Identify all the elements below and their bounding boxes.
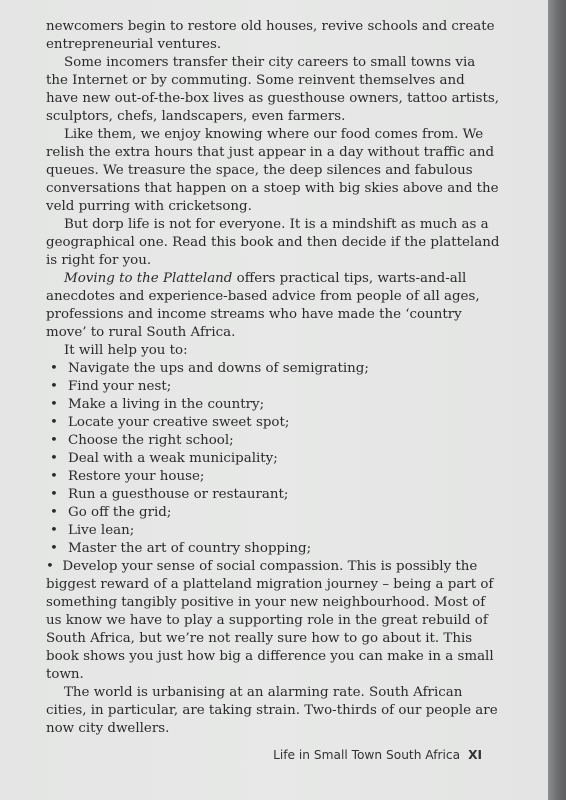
- bullet-icon: •: [50, 415, 58, 430]
- book-description-text: offers practical tips, warts-and-all anecdotes and experience-based advice from people of all ages, professions and income streams who have made the ‘country move’ to rural South Africa.: [46, 271, 480, 340]
- list-item-text: Deal with a weak municipality;: [68, 451, 278, 466]
- list-item-text: Locate your creative sweet spot;: [68, 415, 290, 430]
- bullet-icon: •: [50, 541, 58, 556]
- page-number: XI: [468, 748, 482, 762]
- list-item: [46, 360, 500, 378]
- bullet-icon: •: [46, 559, 54, 574]
- list-lead-in: It will help you to:: [64, 343, 188, 358]
- bullet-icon: •: [50, 451, 58, 466]
- paragraph-urbanising: The world is urbanising at an alarming rate. South African cities, in particular, are taking strain. Two-thirds of our people are now city dwellers.: [46, 685, 498, 736]
- book-title-italic: Moving to the Platteland: [64, 271, 233, 286]
- paragraph-book-description: [46, 270, 500, 342]
- bullet-icon: •: [50, 487, 58, 502]
- list-item-text: Develop your sense of social compassion. This is possibly the biggest reward of a platteland migration journey – being a part of something tangibly positive in your new neighbourhood. Most of us know we have to play a supporting role in the great rebuild of South Africa, but we’re not really sure how to go about it. This book shows you just how big a difference you can make in a small town.: [46, 559, 494, 682]
- list-item: [46, 486, 500, 504]
- list-item: [46, 396, 500, 414]
- list-item: [46, 450, 500, 468]
- bullet-icon: •: [50, 379, 58, 394]
- list-item: [46, 414, 500, 432]
- bullet-icon: •: [50, 361, 58, 376]
- list-item-text: Choose the right school;: [68, 433, 234, 448]
- list-item-text: Find your nest;: [68, 379, 172, 394]
- list-item-text: Master the art of country shopping;: [68, 541, 312, 556]
- paragraph-continued: newcomers begin to restore old houses, revive schools and create entrepreneurial ventures.: [46, 19, 495, 52]
- running-footer: [273, 748, 482, 762]
- book-page-edge: [548, 0, 566, 800]
- list-item: [46, 468, 500, 486]
- body-text: [46, 18, 500, 738]
- bullet-icon: •: [50, 523, 58, 538]
- list-item-social-compassion: [46, 558, 500, 684]
- list-item-text: Live lean;: [68, 523, 135, 538]
- paragraph-incomers: Some incomers transfer their city careers to small towns via the Internet or by commuting. Some reinvent themselves and have new out-of-the-box lives as guesthouse owners, tattoo artists, sculptors, chefs, landscapers, even farmers.: [46, 55, 499, 124]
- running-title: Life in Small Town South Africa: [273, 748, 461, 762]
- list-item: [46, 504, 500, 522]
- paragraph-dorp-life: But dorp life is not for everyone. It is a mindshift as much as a geographical one. Read this book and then decide if the platteland is right for you.: [46, 217, 500, 268]
- list-item: [46, 540, 500, 558]
- paragraph-like-them: Like them, we enjoy knowing where our food comes from. We relish the extra hours that just appear in a day without traffic and queues. We treasure the space, the deep silences and fabulous conversations that happen on a stoep with big skies above and the veld purring with cricketsong.: [46, 127, 499, 214]
- list-item-text: Navigate the ups and downs of semigrating;: [68, 361, 369, 376]
- list-item-text: Run a guesthouse or restaurant;: [68, 487, 289, 502]
- bullet-icon: •: [50, 505, 58, 520]
- bullet-icon: •: [50, 433, 58, 448]
- bullet-icon: •: [50, 469, 58, 484]
- list-item-text: Make a living in the country;: [68, 397, 265, 412]
- bullet-icon: •: [50, 397, 58, 412]
- list-item: [46, 432, 500, 450]
- list-item-text: Restore your house;: [68, 469, 205, 484]
- benefit-list: [46, 360, 500, 558]
- list-item-text: Go off the grid;: [68, 505, 172, 520]
- list-item: [46, 378, 500, 396]
- list-item: [46, 522, 500, 540]
